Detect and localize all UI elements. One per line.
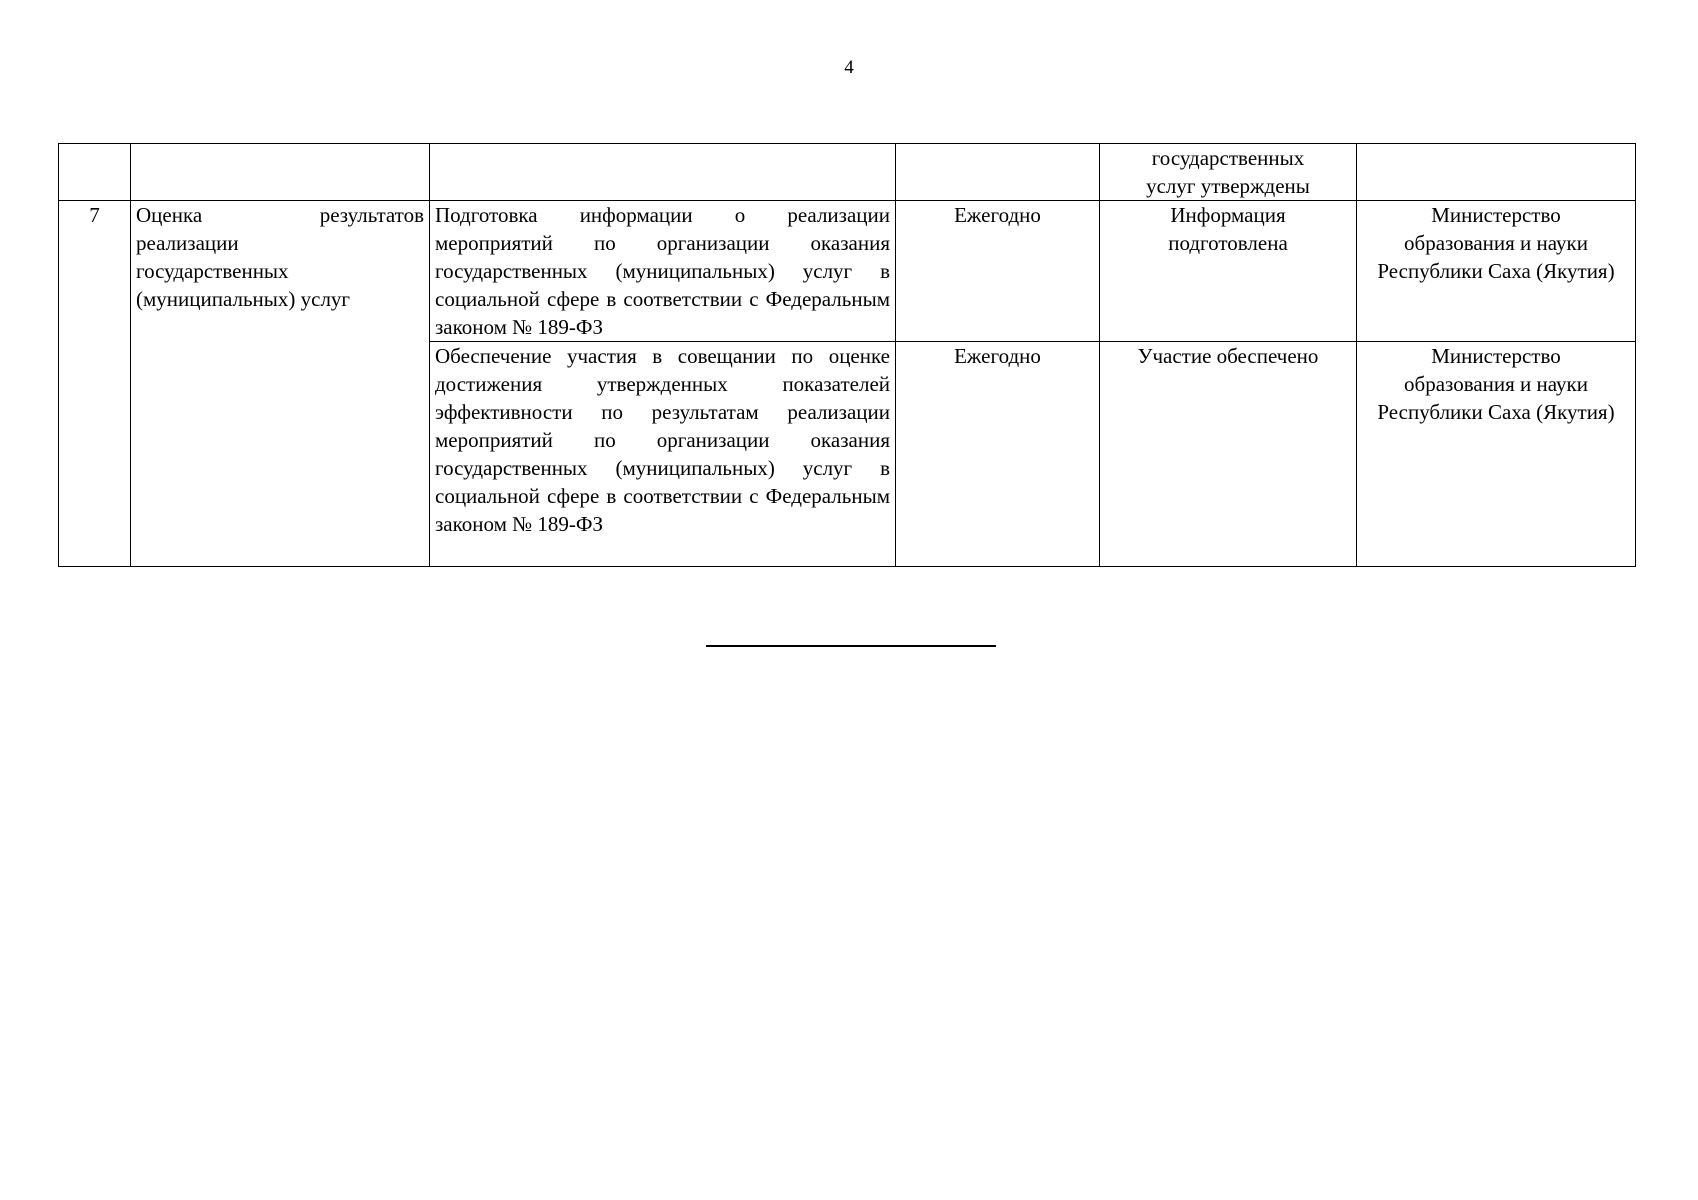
- cell-term: Ежегодно: [896, 201, 1100, 342]
- cell-name-empty: [131, 144, 430, 201]
- table-row-continuation: [59, 144, 1636, 201]
- cell-event: Обеспечение участия в совещании по оценке достижения утвержденных показателей эффективности по результатам реализации мероприятий по организации оказания государственных (муниципальных) услуг в социальной сфере в соответствии с Федеральным законом № 189-ФЗ: [430, 342, 896, 567]
- cell-event-empty: [430, 144, 896, 201]
- cell-result-continued: государственных услуг утверждены: [1100, 144, 1357, 201]
- cell-number-empty: [59, 144, 131, 201]
- cell-row-number: 7: [59, 201, 131, 567]
- end-of-document-line: [706, 645, 996, 647]
- measure-name-word-1: Оценка: [136, 203, 203, 227]
- measure-name-word-2: результатов: [319, 203, 424, 227]
- page-number: 4: [844, 57, 854, 78]
- plan-table: [58, 143, 1636, 567]
- cell-responsible: Министерство образования и науки Республики Саха (Якутия): [1357, 342, 1636, 567]
- measure-name-first-line: [136, 201, 424, 229]
- cell-term-empty: [896, 144, 1100, 201]
- measure-name-rest: реализации государственных (муниципальных) услуг: [136, 231, 351, 311]
- cell-responsible: Министерство образования и науки Республики Саха (Якутия): [1357, 201, 1636, 342]
- cell-responsible-empty: [1357, 144, 1636, 201]
- cell-event: Подготовка информации о реализации мероприятий по организации оказания государственных (муниципальных) услуг в социальной сфере в соответствии с Федеральным законом № 189-ФЗ: [430, 201, 896, 342]
- cell-measure-name: [131, 201, 430, 567]
- cell-term: Ежегодно: [896, 342, 1100, 567]
- table-row: [59, 201, 1636, 342]
- cell-result: Информация подготовлена: [1100, 201, 1357, 342]
- cell-result: Участие обеспечено: [1100, 342, 1357, 567]
